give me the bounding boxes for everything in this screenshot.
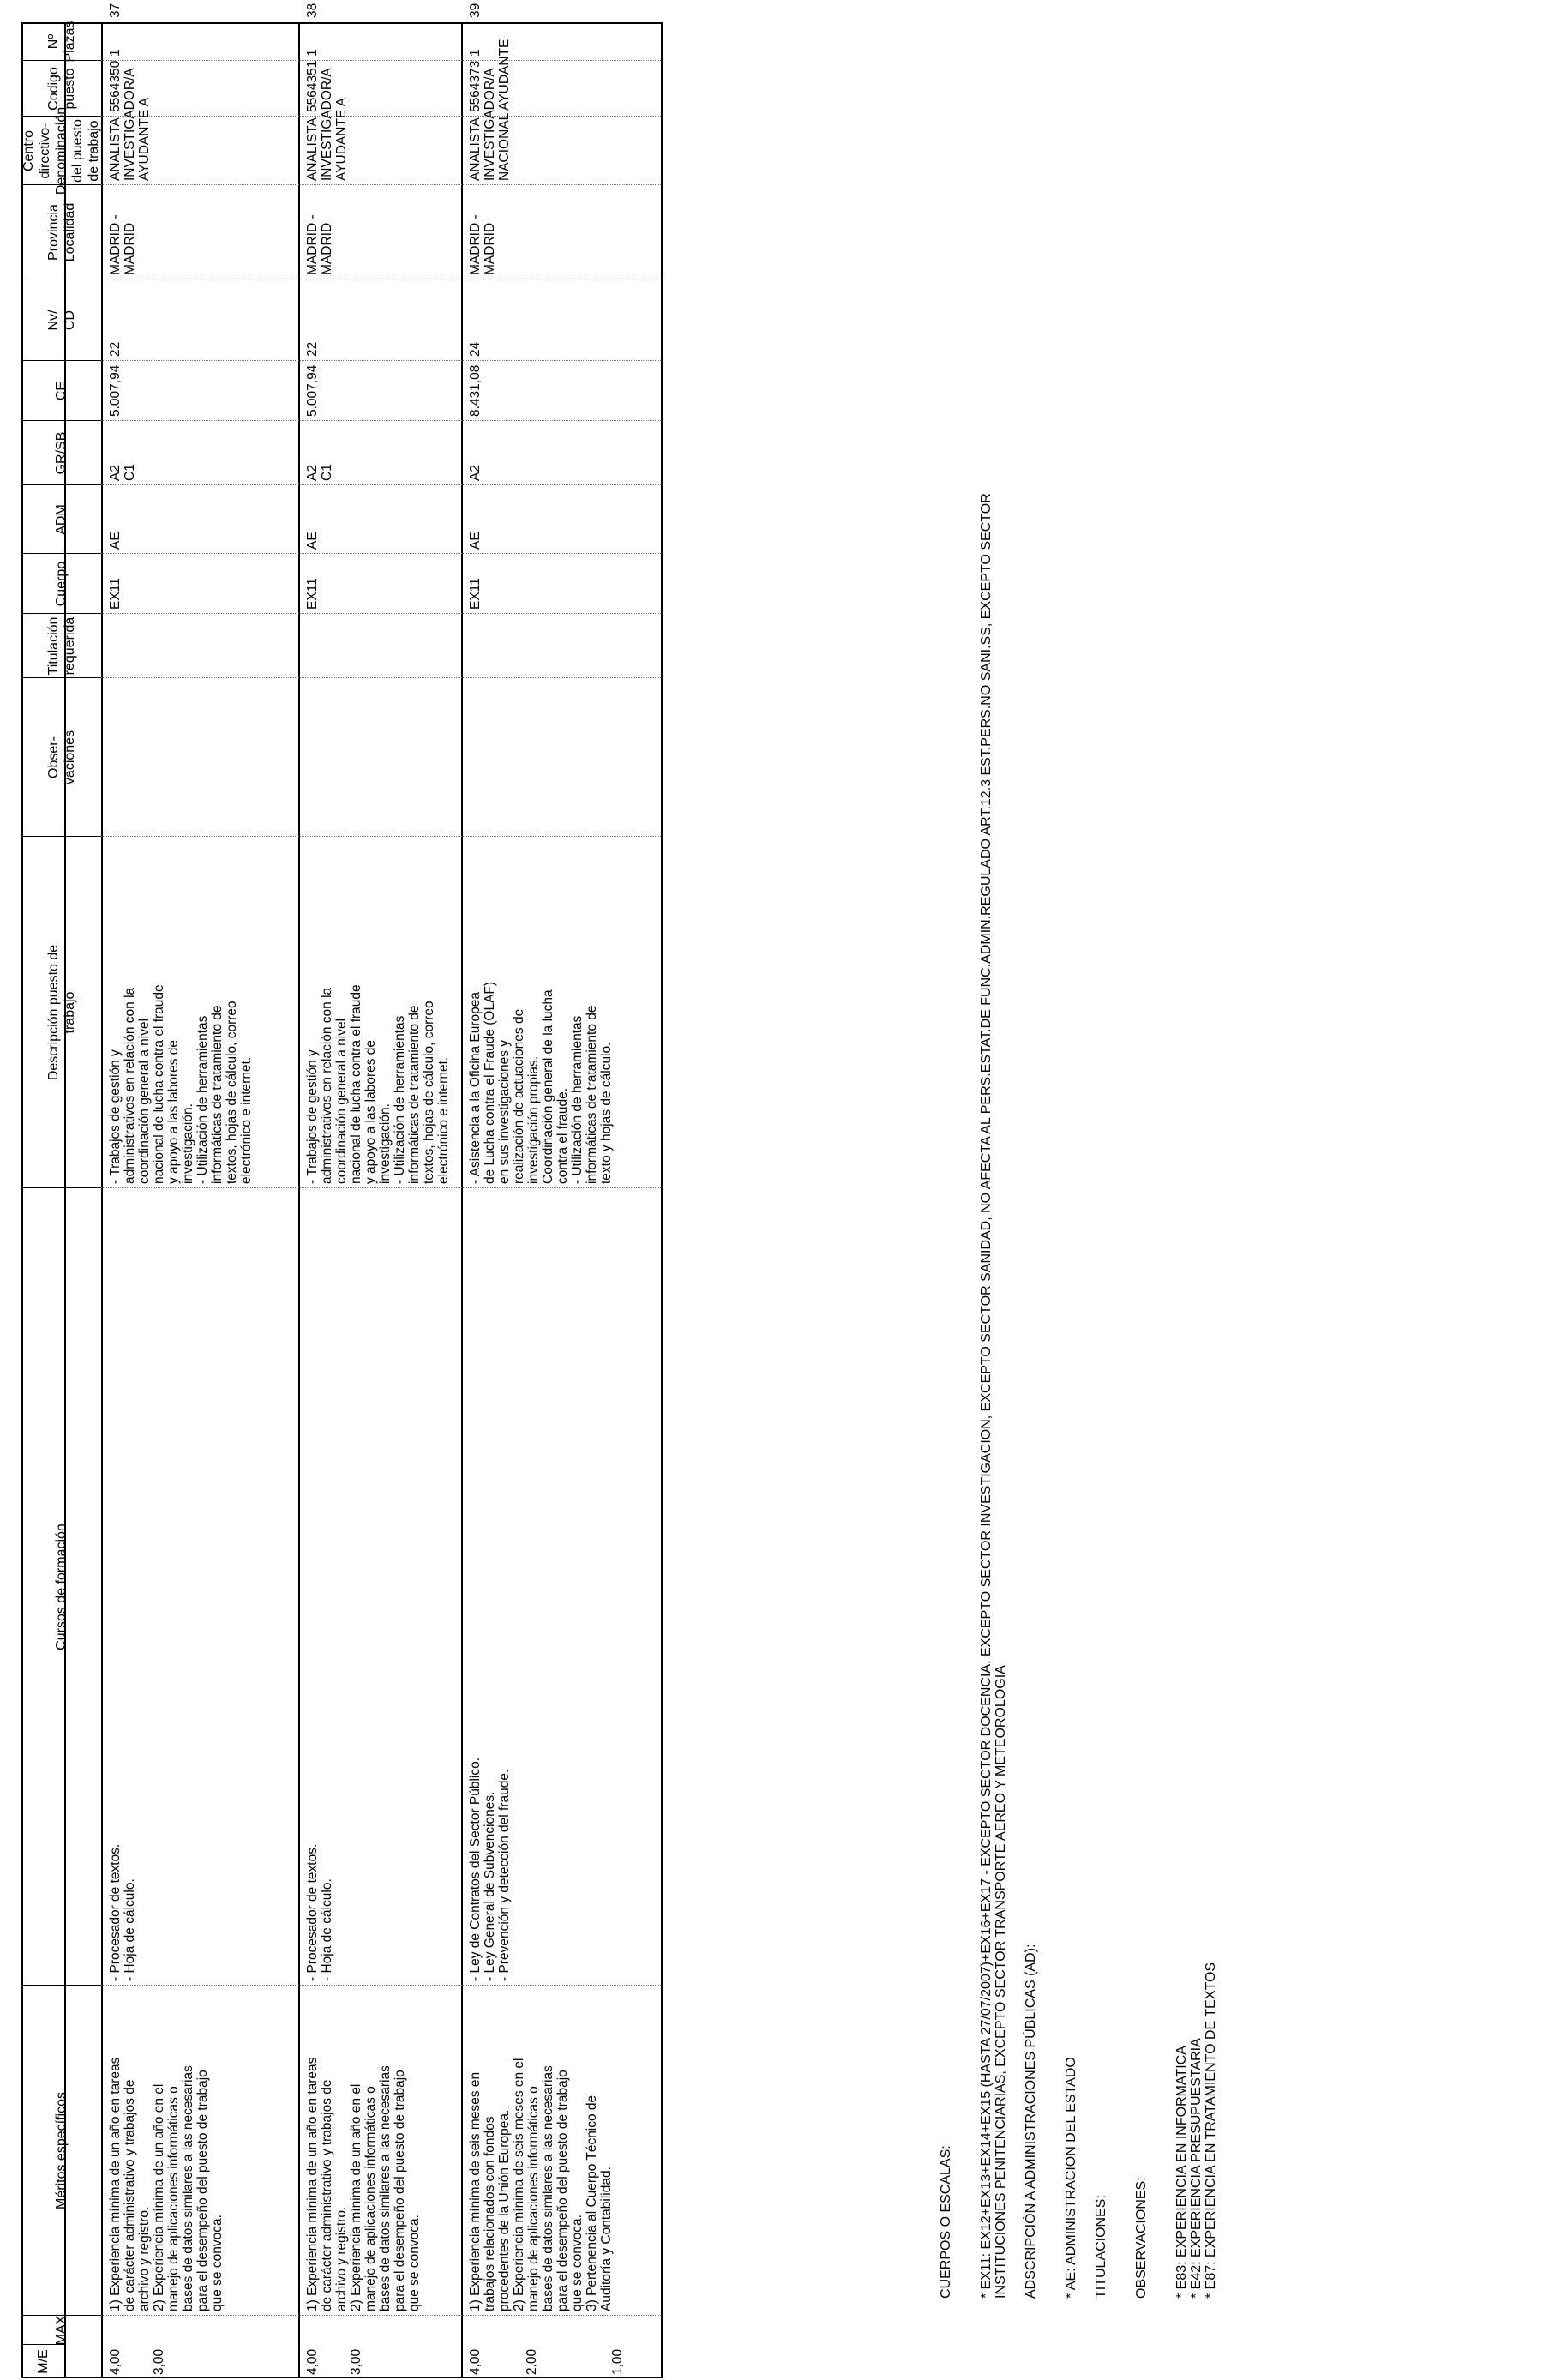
header-adm: ADM: [54, 504, 69, 535]
row38-grsb: A2 C1: [305, 464, 334, 481]
row37-max1: 4,00: [108, 2348, 123, 2375]
row38-descripcion: - Trabajos de gestión y administrativos en relación con la coordinación general a nivel nacional de lucha contra el fraude y apoyo a las labores de investigación. - Utilización de herramientas informáticas de tratamiento de textos, hojas de cálculo, correo electrónico e internet.: [305, 984, 451, 1184]
positions-table: [0, 3, 660, 2380]
row39-nvcd: 24: [468, 341, 483, 357]
col-dotted: [101, 360, 661, 361]
row39-cuerpo: EX11: [468, 578, 483, 610]
header-grsb: GR/SB: [54, 431, 69, 475]
row39-max2: 2,00: [525, 2348, 539, 2375]
row37-cuerpo: EX11: [108, 578, 123, 610]
row38-cursos: - Procesador de textos. - Hoja de cálculo.: [305, 1843, 334, 1981]
adscripcion-title: ADSCRIPCIÓN A ADMINISTRACIONES PÚBLICAS (AD):: [1024, 1944, 1038, 2299]
row39-adm: AE: [468, 532, 483, 550]
row39-max1: 4,00: [468, 2348, 483, 2375]
row39-centro: ANALISTA INVESTIGADOR/A NACIONAL AYUDANTE: [468, 39, 512, 181]
header-max: MAX: [54, 2315, 69, 2346]
header-cursos: Cursos de formación: [54, 1524, 69, 1650]
titulaciones-title: TITULACIONES:: [1094, 2195, 1108, 2299]
row37-plazas: 1: [108, 49, 123, 57]
header-titulacion: Titulación requerida: [45, 616, 77, 676]
row37-cursos: - Procesador de textos. - Hoja de cálculo.: [108, 1843, 137, 1981]
col-dotted: [101, 677, 661, 678]
row39-ce: 8.431,08: [468, 364, 483, 417]
row38-centro: ANALISTA INVESTIGADOR/A AYUDANTE A: [305, 68, 349, 181]
col-dotted: [101, 60, 661, 61]
row38-max2: 3,00: [349, 2348, 363, 2375]
col-dotted: [101, 420, 661, 421]
row38-codigo: 5564351: [305, 60, 320, 112]
row37-descripcion: - Trabajos de gestión y administrativos en relación con la coordinación general a nivel nacional de lucha contra el fraude y apoyo a las labores de investigación. - Utilización de herramientas informáticas de tratamiento de textos, hojas de cálculo, correo electrónico e internet.: [108, 984, 254, 1184]
header-observaciones: Obser- vaciones: [45, 730, 77, 785]
row39-cursos: - Ley de Contratos del Sector Público. - Ley General de Subvenciones. - Prevención y detección del fraude.: [468, 1757, 512, 1981]
row39-orden: 39: [468, 3, 483, 18]
row37-ce: 5.007,94: [108, 364, 123, 417]
col-dotted: [101, 1187, 661, 1188]
row-separator-2: [461, 22, 463, 2378]
col-dotted: [101, 1985, 661, 1986]
col-dotted: [101, 553, 661, 554]
row38-plazas: 1: [305, 49, 320, 57]
col-dotted: [101, 836, 661, 837]
cuerpos-text: * EX11: EX12+EX13+EX14+EX15 (HASTA 27/07/2007)+EX16+EX17 - EXCEPTO SECTOR DOCENCIA, EXCEPTO SECTOR INVESTIGACION, EXCEPTO SECTOR SANIDAD, NO AFECTA AL PERS.ESTAT.DE FUNC.ADMIN.REGULADO ART.12.3 EST.PERS.NO SANI.SS, EXCEPTO SECTOR INSTITUCIONES PENITENCIARIAS, EXCEPTO SECTOR TRANSPORTE AEREO Y METEOROLOGIA: [979, 493, 1008, 2299]
row39-max3: 1,00: [610, 2348, 625, 2375]
header-centro: Centro directivo- Denominación del puesto de trabajo: [21, 106, 101, 195]
row38-orden: 38: [305, 3, 320, 18]
row39-plazas: 1: [468, 49, 483, 57]
row38-cuerpo: EX11: [305, 578, 320, 610]
header-plazas: Nº Plazas: [45, 21, 77, 63]
row37-grsb: A2 C1: [108, 464, 137, 481]
header-ce: CE: [54, 381, 69, 401]
row37-adm: AE: [108, 532, 123, 550]
row39-codigo: 5564373: [468, 60, 483, 112]
row37-meritos: 1) Experiencia mínima de un año en tareas de carácter administrativo y trabajos de archivo y registro. 2) Experiencia mínima de un año en el manejo de aplicaciones informáticas o bases de datos similares a las necesarias para el desempeño del puesto de trabajo que se convoca.: [108, 2057, 225, 2311]
row37-codigo: 5564350: [108, 60, 123, 112]
col-dotted: [101, 484, 661, 485]
cuerpos-title: CUERPOS O ESCALAS:: [939, 2145, 953, 2299]
col-dotted: [101, 116, 661, 117]
notes-section: [939, 69, 1218, 2299]
row38-meritos: 1) Experiencia mínima de un año en tareas de carácter administrativo y trabajos de archivo y registro. 2) Experiencia mínima de un año en el manejo de aplicaciones informáticas o bases de datos similares a las necesarias para el desempeño del puesto de trabajo que se convoca.: [305, 2057, 422, 2311]
header-codigo: Codigo puesto: [45, 67, 77, 111]
header-meritos: Méritos específicos: [54, 2092, 69, 2209]
row38-max1: 4,00: [305, 2348, 320, 2375]
row39-descripcion: - Asistencia a la Oficina Europea de Lucha contra el Fraude (OLAF) en sus investigaciones y realización de actuaciones de investigación propias. Coordinación general de la lucha contra el fraude. - Utilización de herramientas informáticas de tratamiento de texto y hojas de cálculo.: [468, 981, 614, 1184]
header-descripcion: Descripción puesto de trabajo: [45, 944, 77, 1081]
row39-meritos: 1) Experiencia mínima de seis meses en trabajos relacionados con fondos procedentes de la Unión Europea. 2) Experiencia mínima de seis meses en el manejo de aplicaciones informáticas o bases de datos similares a las necesarias para el desempeño del puesto de trabajo que se convoca. 3) Pertenencia al Cuerpo Técnico de Auditoría y Contabilidad.: [468, 2058, 614, 2311]
row38-provincia: MADRID - MADRID: [305, 214, 334, 275]
header-me: M/E: [35, 2349, 51, 2374]
row38-ce: 5.007,94: [305, 364, 320, 417]
col-dotted: [101, 184, 661, 185]
col-dotted: [101, 2315, 661, 2316]
row37-orden: 37: [108, 3, 123, 18]
header-cuerpo: Cuerpo: [54, 561, 69, 607]
header-nvcd: Nv/ CD: [45, 310, 77, 331]
row-separator-1: [298, 22, 300, 2378]
row38-nvcd: 22: [305, 341, 320, 357]
row39-provincia: MADRID - MADRID: [468, 214, 497, 275]
observaciones-title: OBSERVACIONES:: [1134, 2177, 1149, 2299]
adscripcion-text: * AE: ADMINISTRACION DEL ESTADO: [1064, 2057, 1078, 2299]
observaciones-text: * E83: EXPERIENCIA EN INFORMATICA * E42: EXPERIENCIA PRESUPUESTARIA * E87: EXPERIENCIA EN TRATAMIENTO DE TEXTOS: [1174, 1962, 1218, 2299]
row38-adm: AE: [305, 532, 320, 550]
col-dotted: [101, 613, 661, 614]
row37-nvcd: 22: [108, 341, 123, 357]
header-separator-bottom: [101, 22, 103, 2378]
row37-provincia: MADRID - MADRID: [108, 214, 137, 275]
row39-grsb: A2: [468, 465, 483, 481]
row37-centro: ANALISTA INVESTIGADOR/A AYUDANTE A: [108, 68, 152, 181]
header-provincia: Provincia Localidad: [45, 202, 77, 262]
row37-max2: 3,00: [152, 2348, 166, 2375]
